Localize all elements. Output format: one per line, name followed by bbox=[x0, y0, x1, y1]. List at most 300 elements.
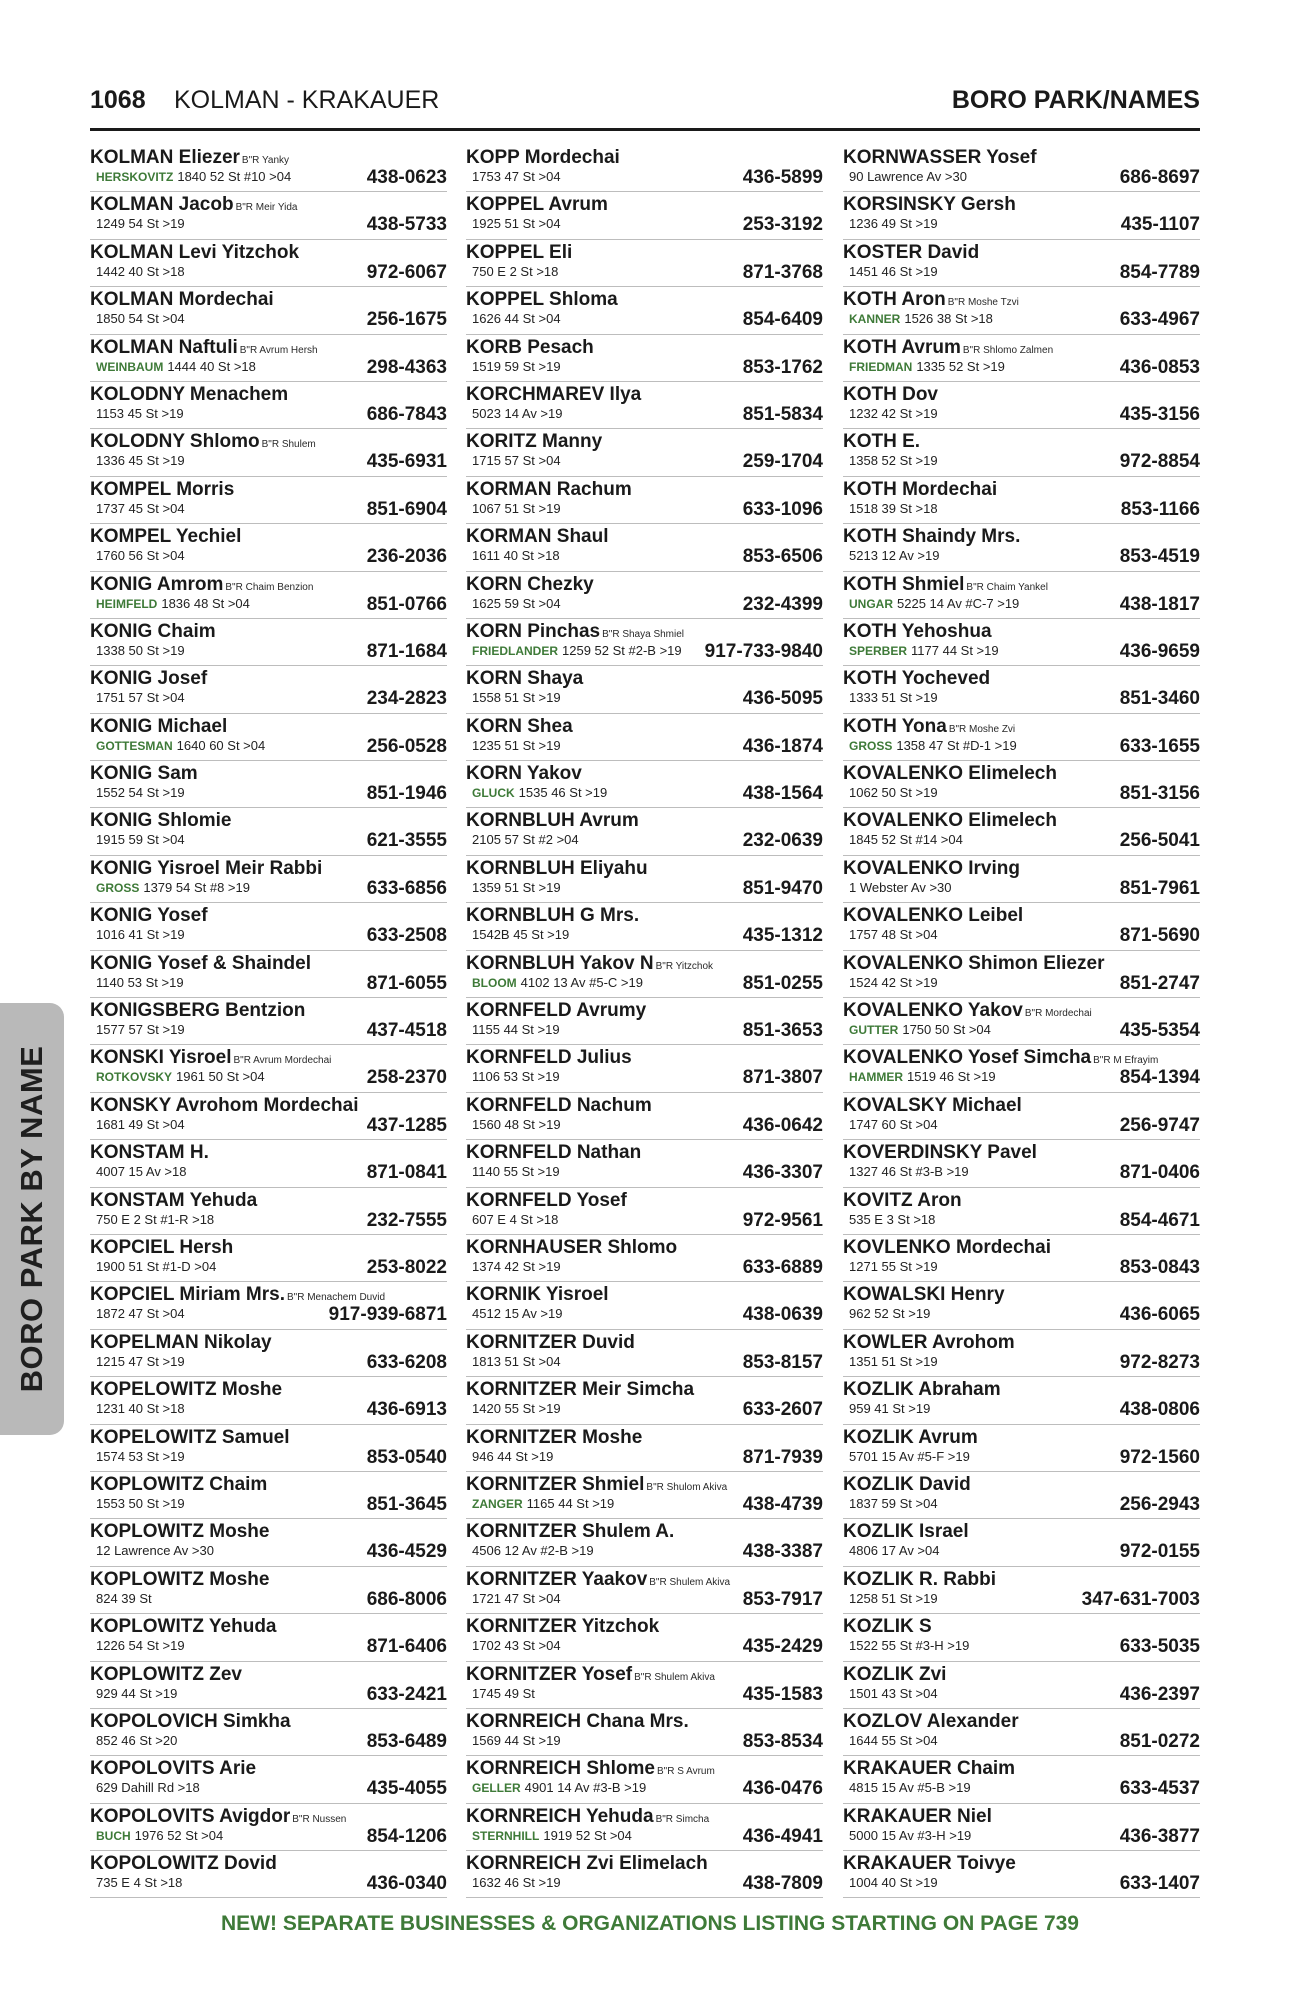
listing-phone: 259-1704 bbox=[742, 451, 823, 473]
listing-address-line bbox=[849, 1069, 996, 1085]
listing-address-line bbox=[472, 1069, 560, 1085]
listing-phone: 633-4967 bbox=[1119, 309, 1200, 331]
listing-address: 1226 54 St >19 bbox=[96, 1638, 185, 1654]
listing-phone: 633-6889 bbox=[742, 1256, 823, 1278]
listing-address: 5023 14 Av >19 bbox=[472, 405, 563, 421]
listing-lead-name: BUCH bbox=[96, 1828, 131, 1843]
listing-lead-name: ROTKOVSKY bbox=[96, 1070, 173, 1085]
listing-phone: 851-3460 bbox=[1119, 688, 1200, 710]
listing-name: KOPELMAN Nikolay bbox=[90, 1331, 272, 1353]
listing-address: 1535 46 St >19 bbox=[518, 785, 608, 801]
listing-entry bbox=[90, 1330, 447, 1377]
listing-name: KOPELOWITZ Moshe bbox=[90, 1379, 283, 1401]
listing-name: KORNITZER Meir Simcha bbox=[466, 1379, 695, 1401]
listing-address: 1518 39 St >18 bbox=[849, 500, 938, 516]
listing-phone: 435-1312 bbox=[742, 925, 823, 947]
listing-lead-name: GELLER bbox=[472, 1781, 521, 1796]
listing-address: 1358 52 St >19 bbox=[849, 453, 938, 469]
listing-name-line bbox=[843, 479, 1200, 500]
listing-address: 1374 42 St >19 bbox=[472, 1258, 561, 1274]
listing-address-line bbox=[849, 738, 1017, 754]
listing-address: 1335 52 St >19 bbox=[916, 358, 1005, 374]
listing-note: B"R Nussen bbox=[292, 1813, 347, 1825]
listing-note: B"R Shulom Akiva bbox=[646, 1481, 728, 1493]
listing-entry bbox=[466, 287, 823, 334]
listing-name: KORNHAUSER Shlomo bbox=[466, 1236, 678, 1258]
listing-address-line bbox=[472, 690, 561, 706]
listing-lead-name: HERSKOVITZ bbox=[96, 170, 174, 184]
listing-name: KOVALENKO Elimelech bbox=[843, 810, 1057, 832]
listing-name: KOTH Aron bbox=[843, 289, 946, 311]
listing-phone: 686-8697 bbox=[1119, 167, 1200, 188]
listing-address-line bbox=[96, 1496, 185, 1512]
listing-name: KOLODNY Menachem bbox=[90, 383, 289, 405]
page-number: 1068 bbox=[90, 86, 146, 114]
listing-address-line bbox=[96, 880, 250, 896]
listing-entry bbox=[466, 335, 823, 382]
listing-entry bbox=[466, 429, 823, 476]
listing-phone: 851-3645 bbox=[366, 1493, 447, 1515]
listing-address: 1626 44 St >04 bbox=[472, 311, 561, 327]
listing-address: 1872 47 St >04 bbox=[96, 1306, 185, 1322]
listing-address: 1577 57 St >19 bbox=[96, 1022, 185, 1038]
listing-address-line bbox=[96, 548, 185, 564]
listing-phone: 871-0406 bbox=[1119, 1162, 1200, 1184]
listing-address-line bbox=[849, 1117, 938, 1133]
listing-address: 1961 50 St >04 bbox=[176, 1069, 265, 1085]
listing-address: 1235 51 St >19 bbox=[472, 737, 561, 753]
listing-name-line bbox=[466, 431, 823, 452]
listing-address-line bbox=[849, 264, 938, 280]
listing-name-line bbox=[90, 858, 447, 879]
listing-entry bbox=[843, 382, 1200, 429]
listing-phone: 633-2421 bbox=[366, 1683, 447, 1705]
listing-entry bbox=[90, 335, 447, 382]
listing-phone: 435-6931 bbox=[366, 451, 447, 473]
listing-address: 1915 59 St >04 bbox=[96, 832, 185, 848]
listing-phone: 435-3156 bbox=[1119, 403, 1200, 425]
listing-entry bbox=[90, 1282, 447, 1329]
listing-name-line bbox=[466, 1095, 823, 1116]
listing-address-line bbox=[96, 927, 185, 943]
listing-name: KORNITZER Yitzchok bbox=[466, 1616, 660, 1638]
listing-address: 1681 49 St >04 bbox=[96, 1116, 185, 1132]
listing-name-line bbox=[90, 1237, 447, 1258]
listing-entry bbox=[90, 1709, 447, 1756]
listing-entry bbox=[90, 1425, 447, 1472]
listing-entry bbox=[843, 1851, 1200, 1898]
listing-name-line bbox=[90, 1569, 447, 1590]
listing-entry bbox=[90, 287, 447, 334]
listing-phone: 633-1407 bbox=[1119, 1873, 1200, 1895]
listing-name-line bbox=[90, 1000, 447, 1021]
listing-address: 1757 48 St >04 bbox=[849, 927, 938, 943]
listing-address-line bbox=[96, 1733, 177, 1749]
listing-entry bbox=[466, 1045, 823, 1092]
listing-address-line bbox=[849, 1733, 938, 1749]
listing-phone: 437-4518 bbox=[366, 1020, 447, 1042]
listing-name-line bbox=[466, 147, 823, 168]
listing-name: KOPOLOVITS Arie bbox=[90, 1758, 257, 1780]
listing-phone: 633-6208 bbox=[366, 1351, 447, 1373]
listing-name: KOVALENKO Yosef Simcha bbox=[843, 1047, 1092, 1069]
listing-name: KOPOLOVICH Simkha bbox=[90, 1710, 291, 1732]
listing-lead-name: ZANGER bbox=[472, 1496, 523, 1511]
listing-name: KOVALENKO Irving bbox=[843, 857, 1020, 879]
listing-name: KOZLIK R. Rabbi bbox=[843, 1568, 997, 1590]
listing-name: KOVALENKO Elimelech bbox=[843, 763, 1057, 785]
section-side-tab bbox=[0, 1003, 64, 1435]
listing-name: KOPP Mordechai bbox=[466, 147, 620, 168]
listing-name: KORCHMAREV Ilya bbox=[466, 383, 642, 405]
listing-phone: 854-1206 bbox=[366, 1825, 447, 1847]
listing-phone: 917-939-6871 bbox=[328, 1304, 447, 1326]
listing-entry bbox=[843, 619, 1200, 666]
listing-entry bbox=[466, 477, 823, 524]
listing-phone: 851-1946 bbox=[366, 783, 447, 805]
listing-name: KOPLOWITZ Moshe bbox=[90, 1568, 270, 1590]
listing-entry bbox=[90, 1519, 447, 1566]
listing-name-line bbox=[843, 1190, 1200, 1211]
listing-name-line bbox=[843, 1711, 1200, 1732]
listing-entry bbox=[843, 1756, 1200, 1803]
listing-phone: 438-3387 bbox=[742, 1541, 823, 1563]
listing-phone: 871-0841 bbox=[366, 1162, 447, 1184]
listing-address: 1336 45 St >19 bbox=[96, 453, 185, 469]
listing-name: KONSTAM H. bbox=[90, 1142, 209, 1164]
listing-phone: 871-3807 bbox=[742, 1067, 823, 1089]
listing-address-line bbox=[96, 1117, 185, 1133]
listing-address-line bbox=[472, 738, 561, 754]
listing-address-line bbox=[472, 1780, 646, 1796]
listing-note: B"R Avrum Hersh bbox=[239, 344, 318, 356]
listing-name-line bbox=[843, 526, 1200, 547]
listing-entry bbox=[90, 429, 447, 476]
listing-address-line bbox=[472, 1022, 560, 1038]
listing-address-line bbox=[472, 1733, 561, 1749]
listing-name: KOPPEL Avrum bbox=[466, 194, 608, 216]
listing-entry bbox=[466, 1425, 823, 1472]
listing-phone: 633-1096 bbox=[742, 498, 823, 520]
listing-address-line bbox=[96, 311, 185, 327]
listing-address-line bbox=[96, 1780, 200, 1796]
listing-address: 1574 53 St >19 bbox=[96, 1448, 185, 1464]
listing-address: 1836 48 St >04 bbox=[161, 595, 250, 611]
listing-phone: 851-5834 bbox=[742, 403, 823, 425]
listing-name: KORNBLUH Yakov N bbox=[466, 952, 654, 974]
listing-name: KRAKAUER Niel bbox=[843, 1805, 992, 1827]
listing-entry bbox=[843, 335, 1200, 382]
listing-name: KORNFELD Nachum bbox=[466, 1094, 652, 1116]
listing-address-line bbox=[472, 311, 561, 327]
listing-name: KOWALSKI Henry bbox=[843, 1284, 1005, 1306]
listing-name-line bbox=[90, 479, 447, 500]
listing-lead-name: GUTTER bbox=[849, 1023, 899, 1038]
listing-address: 1067 51 St >19 bbox=[472, 500, 561, 516]
listing-address: 1526 38 St >18 bbox=[904, 311, 993, 327]
listing-entry bbox=[90, 714, 447, 761]
listing-address-line bbox=[472, 406, 563, 422]
listing-entry bbox=[90, 903, 447, 950]
listing-phone: 256-1675 bbox=[366, 309, 447, 331]
listing-address: 1359 51 St >19 bbox=[472, 879, 561, 895]
listing-address-line bbox=[472, 975, 643, 991]
listing-name: KOLMAN Eliezer bbox=[90, 147, 240, 168]
listing-name: KORNWASSER Yosef bbox=[843, 147, 1037, 168]
listing-name: KOTH Yona bbox=[843, 715, 947, 737]
listing-entry bbox=[466, 903, 823, 950]
listing-address-line bbox=[849, 1022, 991, 1038]
listing-address-line bbox=[96, 264, 185, 280]
listing-address-line bbox=[472, 1212, 558, 1228]
listing-entry bbox=[843, 761, 1200, 808]
listing-address-line bbox=[472, 1828, 632, 1844]
listing-address-line bbox=[472, 1164, 560, 1180]
listing-name: KONSTAM Yehuda bbox=[90, 1189, 258, 1211]
listing-address: 946 44 St >19 bbox=[472, 1448, 554, 1464]
listing-phone: 436-0476 bbox=[742, 1778, 823, 1800]
listing-name: KORN Pinchas bbox=[466, 620, 601, 642]
footer-notice: NEW! SEPARATE BUSINESSES & ORGANIZATIONS LISTING STARTING ON PAGE 739 bbox=[221, 1912, 1079, 1935]
listing-phone: 972-8273 bbox=[1119, 1351, 1200, 1373]
listing-name-line bbox=[843, 1853, 1200, 1874]
listing-name-line bbox=[843, 431, 1200, 452]
listing-address: 629 Dahill Rd >18 bbox=[96, 1780, 200, 1796]
listing-address: 4901 14 Av #3-B >19 bbox=[524, 1780, 647, 1796]
listing-address: 735 E 4 St >18 bbox=[96, 1875, 183, 1891]
listing-address: 4806 17 Av >04 bbox=[849, 1543, 940, 1559]
listing-name-line bbox=[466, 1379, 823, 1400]
listing-name: KOWLER Avrohom bbox=[843, 1331, 1015, 1353]
listing-phone: 853-8534 bbox=[742, 1730, 823, 1752]
listing-phone: 854-6409 bbox=[742, 309, 823, 331]
side-tab-label: BORO PARK BY NAME bbox=[14, 1045, 49, 1393]
listing-entry bbox=[466, 572, 823, 619]
listing-entry bbox=[843, 903, 1200, 950]
listing-entry bbox=[843, 287, 1200, 334]
listing-entry bbox=[90, 145, 447, 192]
listing-address: 1925 51 St >04 bbox=[472, 216, 561, 232]
listing-address: 1271 55 St >19 bbox=[849, 1258, 938, 1274]
listing-note: B"R Simcha bbox=[655, 1813, 710, 1825]
listing-entry bbox=[466, 1140, 823, 1187]
listing-note: B"R Chaim Yankel bbox=[966, 581, 1048, 593]
listing-name: KOVERDINSKY Pavel bbox=[843, 1142, 1037, 1164]
listing-entry bbox=[466, 1851, 823, 1898]
listing-name: KOZLOV Alexander bbox=[843, 1710, 1019, 1732]
listing-address-line bbox=[472, 359, 561, 375]
listing-name: KOTH Mordechai bbox=[843, 478, 998, 500]
listing-phone: 851-2747 bbox=[1119, 972, 1200, 994]
listing-name-line bbox=[466, 526, 823, 547]
listing-address: 5000 15 Av #3-H >19 bbox=[849, 1827, 972, 1843]
listing-column-1 bbox=[90, 145, 447, 1898]
listing-name-line bbox=[843, 763, 1200, 784]
listing-address-line bbox=[96, 643, 185, 659]
listing-lead-name: GROSS bbox=[96, 880, 140, 895]
listing-phone: 972-6067 bbox=[366, 261, 447, 283]
listing-note: B"R Meir Yida bbox=[235, 202, 298, 214]
listing-name-line bbox=[843, 668, 1200, 689]
listing-entry bbox=[90, 1851, 447, 1898]
listing-phone: 438-5733 bbox=[366, 214, 447, 236]
listing-address: 1351 51 St >19 bbox=[849, 1353, 938, 1369]
listing-name-line bbox=[843, 242, 1200, 263]
listing-phone: 435-2429 bbox=[742, 1636, 823, 1658]
listing-address-line bbox=[96, 690, 185, 706]
listing-address-line bbox=[849, 975, 938, 991]
listing-address: 1850 54 St >04 bbox=[96, 311, 185, 327]
listing-name-line bbox=[90, 1853, 447, 1874]
listing-name-line bbox=[466, 194, 823, 215]
listing-address: 1232 42 St >19 bbox=[849, 405, 938, 421]
listing-lead-name: FRIEDLANDER bbox=[472, 643, 558, 658]
listing-address-line bbox=[472, 643, 682, 659]
listing-address: 1215 47 St >19 bbox=[96, 1353, 185, 1369]
listing-address-line bbox=[96, 1543, 214, 1559]
listing-entry bbox=[90, 1614, 447, 1661]
listing-name: KORN Shea bbox=[466, 715, 573, 737]
listing-address: 1451 46 St >19 bbox=[849, 263, 938, 279]
listing-note: B"R Moshe Tzvi bbox=[947, 297, 1019, 309]
listing-address-line bbox=[849, 832, 963, 848]
listing-name: KORN Chezky bbox=[466, 573, 594, 595]
listing-name: KOTH Yehoshua bbox=[843, 620, 992, 642]
listing-phone: 972-0155 bbox=[1119, 1541, 1200, 1563]
listing-address: 1553 50 St >19 bbox=[96, 1495, 185, 1511]
listing-name: KOLMAN Levi Yitzchok bbox=[90, 241, 300, 263]
listing-name: KORNREICH Shlome bbox=[466, 1758, 655, 1780]
listing-name: KOTH Dov bbox=[843, 383, 938, 405]
listing-address: 959 41 St >19 bbox=[849, 1401, 931, 1417]
listing-entry bbox=[90, 951, 447, 998]
listing-address-line bbox=[472, 1638, 561, 1654]
listing-phone: 436-4529 bbox=[366, 1541, 447, 1563]
listing-name-line bbox=[90, 1474, 447, 1495]
listing-name-line bbox=[843, 810, 1200, 831]
listing-name-line bbox=[843, 621, 1200, 642]
listing-entry bbox=[90, 524, 447, 571]
listing-name: KORNITZER Shmiel bbox=[466, 1473, 645, 1495]
listing-name-line bbox=[466, 574, 823, 595]
listing-name-line bbox=[466, 763, 823, 784]
page-header bbox=[90, 86, 1200, 122]
listing-name: KOLMAN Naftuli bbox=[90, 336, 238, 358]
listing-phone: 438-0806 bbox=[1119, 1399, 1200, 1421]
listing-address-line bbox=[472, 264, 558, 280]
listing-phone: 851-0766 bbox=[366, 593, 447, 615]
listing-phone: 232-7555 bbox=[366, 1209, 447, 1231]
listing-name: KOZLIK Israel bbox=[843, 1521, 969, 1543]
listing-phone: 436-6913 bbox=[366, 1399, 447, 1421]
listing-entry bbox=[843, 145, 1200, 192]
listing-entry bbox=[90, 477, 447, 524]
listing-entry bbox=[90, 1140, 447, 1187]
listing-entry bbox=[90, 240, 447, 287]
listing-address: 2105 57 St #2 >04 bbox=[472, 832, 579, 848]
listing-note: B"R Menachem Duvid bbox=[286, 1292, 386, 1304]
listing-address-line bbox=[472, 1686, 535, 1702]
listing-name: KOZLIK Avrum bbox=[843, 1426, 978, 1448]
listing-phone: 256-5041 bbox=[1119, 830, 1200, 852]
listing-phone: 972-8854 bbox=[1119, 451, 1200, 473]
listing-address: 90 Lawrence Av >30 bbox=[849, 169, 967, 184]
listing-name-line bbox=[466, 1284, 823, 1305]
listing-phone: 253-8022 bbox=[366, 1256, 447, 1278]
listing-name-line bbox=[843, 953, 1200, 974]
listing-entry bbox=[90, 1804, 447, 1851]
listing-name-line bbox=[466, 1521, 823, 1542]
listing-address: 1016 41 St >19 bbox=[96, 927, 185, 943]
listing-name: KONIG Yosef & Shaindel bbox=[90, 952, 312, 974]
listing-entry bbox=[90, 1045, 447, 1092]
listing-entry bbox=[466, 382, 823, 429]
listing-phone: 437-1285 bbox=[366, 1114, 447, 1136]
listing-entry bbox=[466, 761, 823, 808]
listing-address-line bbox=[96, 1401, 185, 1417]
listing-address: 1420 55 St >19 bbox=[472, 1401, 561, 1417]
listing-note: B"R Shulem Akiva bbox=[649, 1576, 731, 1588]
listing-name-line bbox=[466, 1853, 823, 1874]
listing-phone: 436-6065 bbox=[1119, 1304, 1200, 1326]
listing-address: 1177 44 St >19 bbox=[911, 642, 999, 658]
listing-name-line bbox=[466, 1190, 823, 1211]
listing-name-line bbox=[90, 1664, 447, 1685]
listing-address: 1560 48 St >19 bbox=[472, 1116, 561, 1132]
listing-address-line bbox=[472, 453, 561, 469]
listing-address: 607 E 4 St >18 bbox=[472, 1211, 559, 1227]
listing-address-line bbox=[96, 1022, 185, 1038]
listing-address: 1840 52 St #10 >04 bbox=[177, 169, 292, 184]
listing-name-line bbox=[90, 1142, 447, 1163]
listing-phone: 435-1583 bbox=[742, 1683, 823, 1705]
listing-name: KORNITZER Shulem A. bbox=[466, 1521, 675, 1543]
listing-address: 1737 45 St >04 bbox=[96, 500, 185, 516]
listing-address: 1358 47 St #D-1 >19 bbox=[896, 737, 1017, 753]
listing-name-line bbox=[90, 1521, 447, 1542]
listing-entry bbox=[843, 714, 1200, 761]
listing-name: KRAKAUER Toivye bbox=[843, 1853, 1016, 1875]
listing-name-line bbox=[90, 289, 447, 310]
listing-note: B"R Mordechai bbox=[1024, 1008, 1092, 1020]
listing-note: B"R Yitzchok bbox=[655, 960, 714, 972]
listing-phone: 853-6506 bbox=[742, 546, 823, 568]
listing-name: KOPPEL Shloma bbox=[466, 289, 618, 311]
listing-name-line bbox=[843, 905, 1200, 926]
listing-name: KORN Shaya bbox=[466, 668, 584, 690]
listing-entry bbox=[466, 240, 823, 287]
listing-name: KOVLENKO Mordechai bbox=[843, 1236, 1051, 1258]
listing-address: 1501 43 St >04 bbox=[849, 1685, 938, 1701]
listing-phone: 436-0853 bbox=[1119, 356, 1200, 378]
listing-name-line bbox=[466, 1332, 823, 1353]
listing-name-line bbox=[843, 1758, 1200, 1779]
listing-address-line bbox=[472, 1306, 563, 1322]
listing-entry bbox=[843, 1804, 1200, 1851]
listing-name: KOVALENKO Leibel bbox=[843, 905, 1024, 927]
listing-entry bbox=[466, 1235, 823, 1282]
listing-address-line bbox=[849, 453, 938, 469]
listing-entry bbox=[466, 666, 823, 713]
listing-name-line bbox=[90, 384, 447, 405]
listing-address: 1165 44 St >19 bbox=[526, 1495, 615, 1511]
listing-name: KONSKY Avrohom Mordechai bbox=[90, 1094, 359, 1116]
listing-address: 1231 40 St >18 bbox=[96, 1401, 185, 1417]
listing-entry bbox=[466, 1330, 823, 1377]
listing-address: 1249 54 St >19 bbox=[96, 216, 185, 232]
listing-columns bbox=[90, 145, 1200, 1905]
listing-address-line bbox=[472, 216, 561, 232]
